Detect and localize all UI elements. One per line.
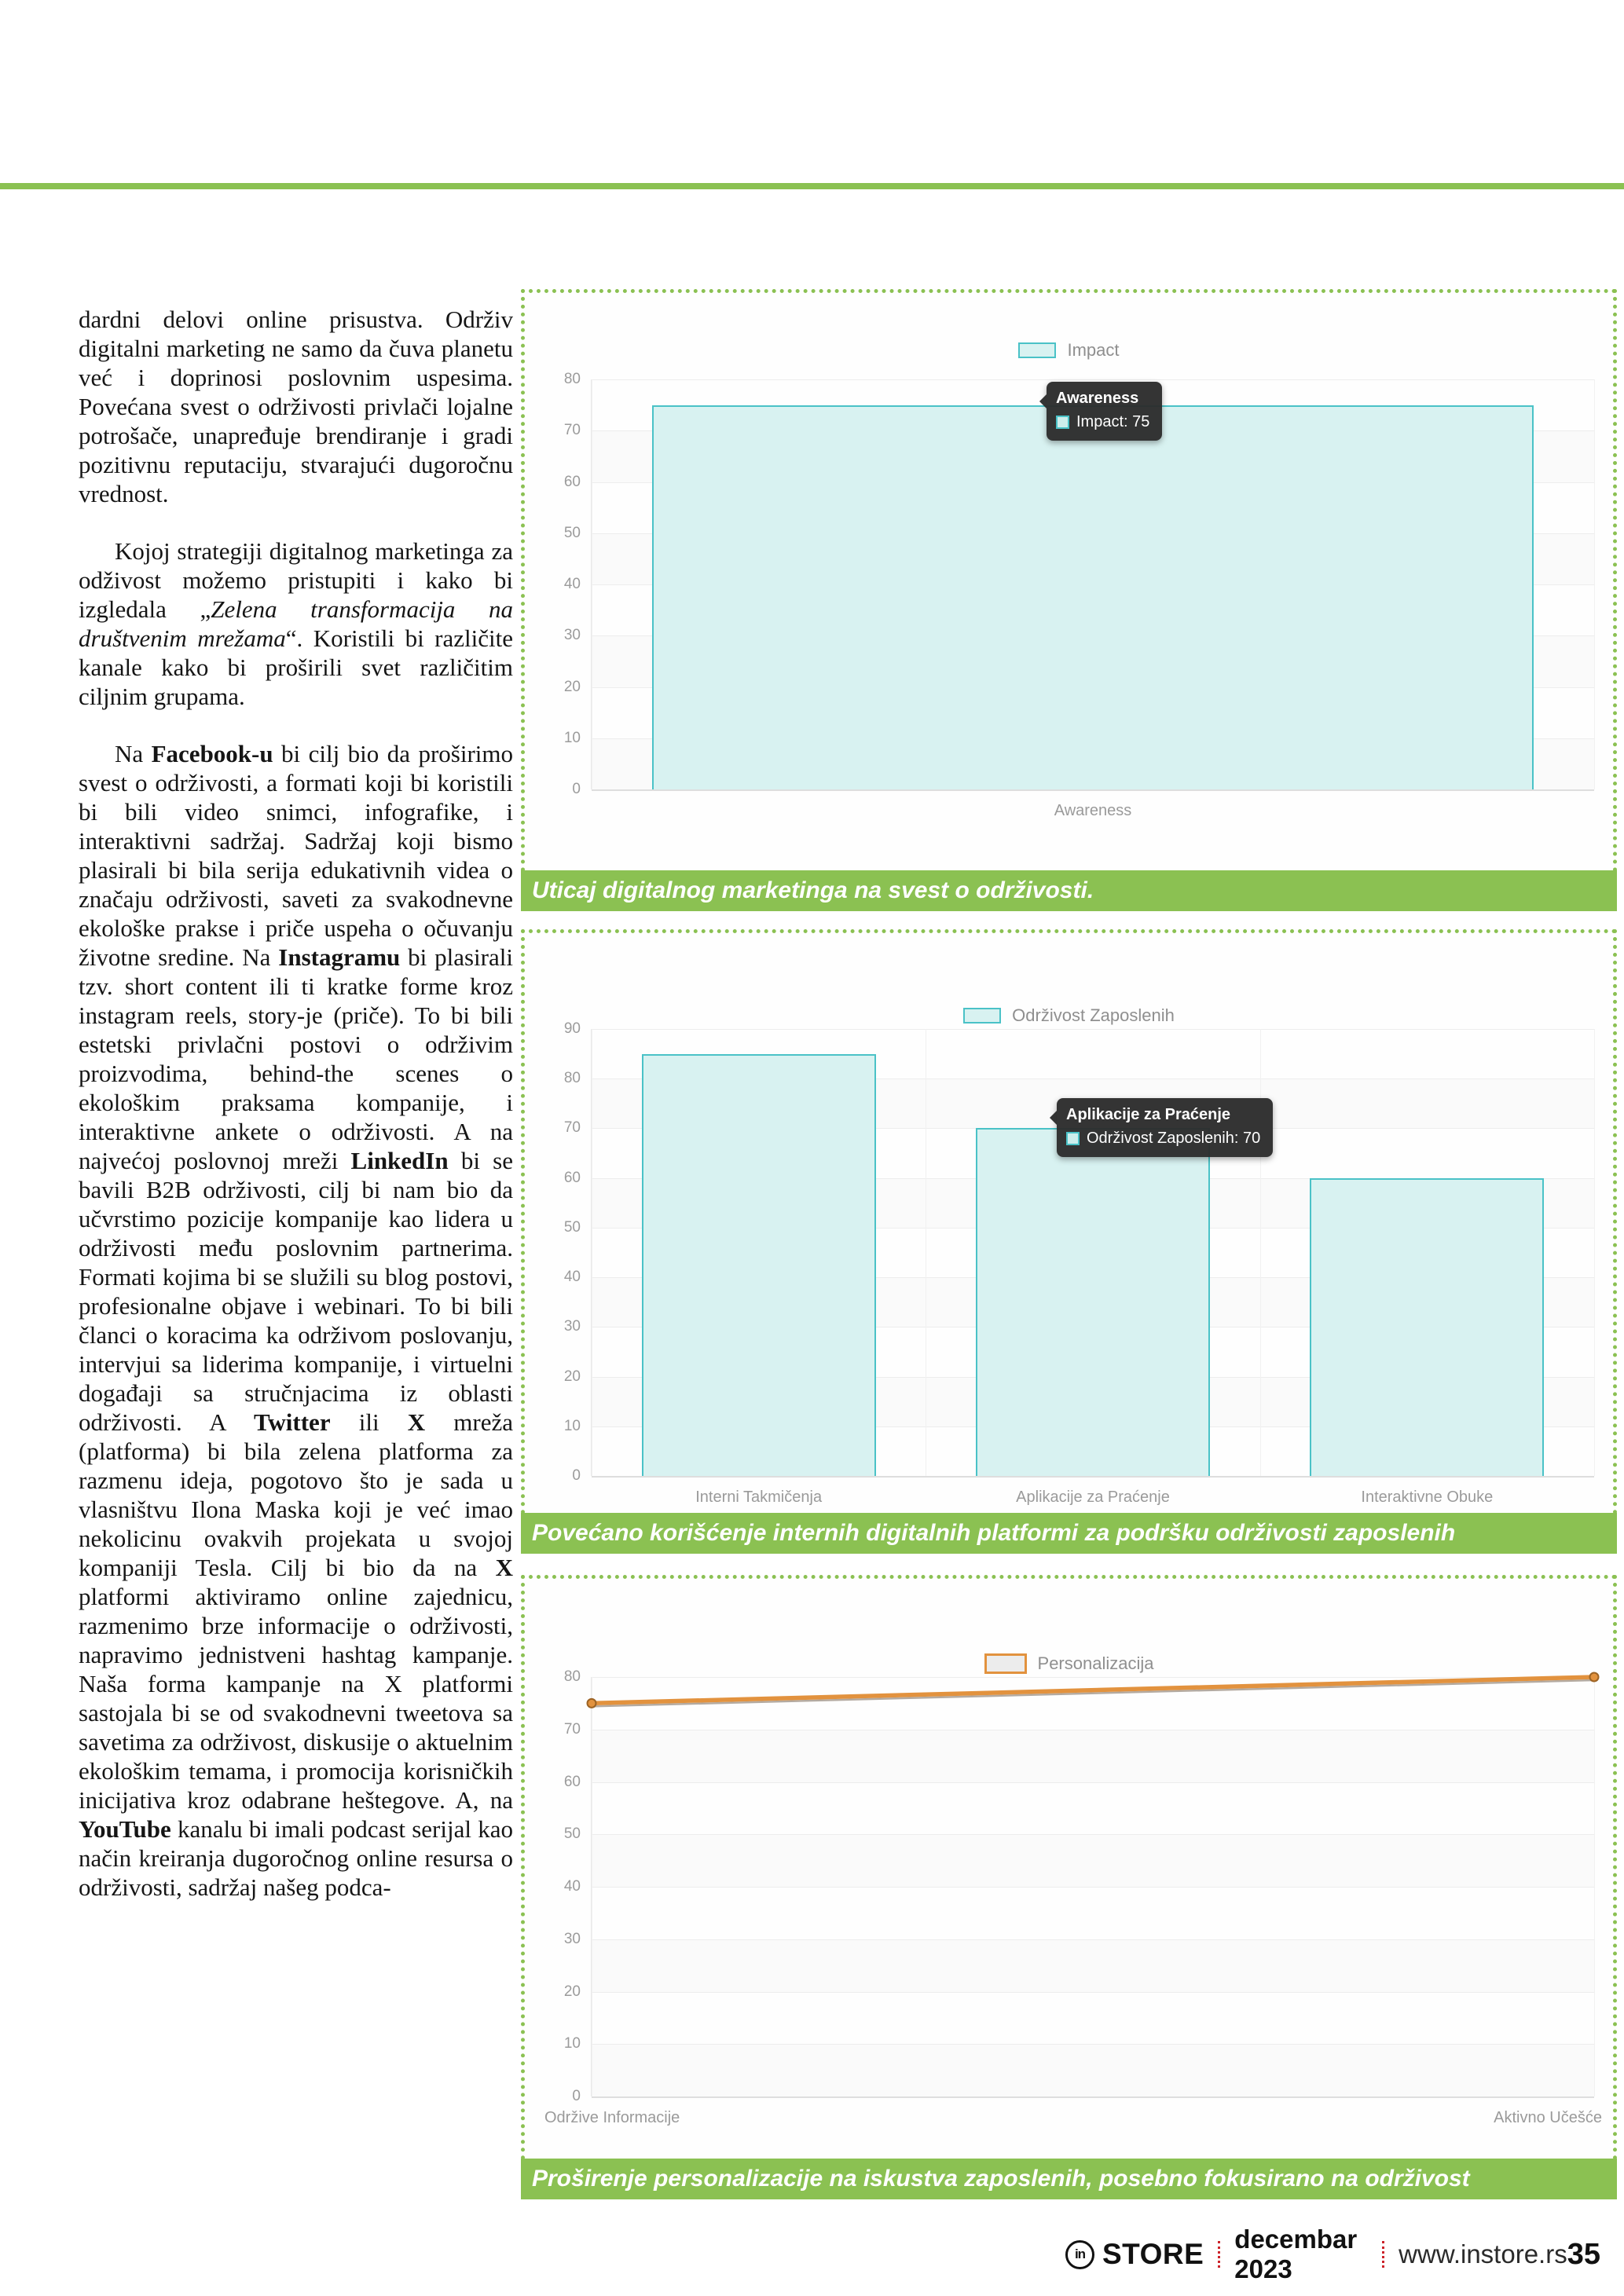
bold-text: YouTube	[79, 1815, 171, 1843]
tooltip-title: Aplikacije za Praćenje	[1066, 1106, 1231, 1123]
y-axis-tick-label: 20	[563, 1368, 581, 1385]
legend-swatch	[963, 1008, 1001, 1023]
y-axis-tick-label: 30	[563, 1318, 581, 1335]
bold-text: Instagramu	[278, 943, 401, 971]
bar-aplikacije-za-praćenje	[976, 1128, 1210, 1476]
tooltip-value-row	[1056, 413, 1149, 431]
chart-tooltip	[1047, 382, 1162, 441]
paragraph	[79, 739, 513, 1902]
x-axis-tick-labels	[544, 2109, 1602, 2127]
bold-text: Twitter	[254, 1408, 331, 1436]
gridline	[592, 2096, 1594, 2098]
y-axis-tick-label: 80	[563, 1668, 581, 1685]
chart-plot-area	[563, 1020, 1594, 1506]
y-axis-tick-label: 50	[563, 1825, 581, 1843]
chart-caption: Uticaj digitalnog marketinga na svest o održivosti.	[521, 870, 1617, 911]
legend-swatch	[984, 1653, 1027, 1674]
issue-date: decembar 2023	[1234, 2225, 1358, 2283]
top-rule	[0, 183, 1624, 189]
y-axis-tick-label: 70	[563, 1119, 581, 1137]
gridline	[592, 379, 1594, 380]
vertical-gridline	[1594, 1029, 1595, 1476]
x-axis-tick-label: Aktivno Učešće	[1494, 2109, 1602, 2126]
chart-card-personalization	[521, 1575, 1617, 2199]
y-axis-tick-label: 0	[572, 1467, 581, 1484]
legend-label: Održivost Zaposlenih	[1012, 1005, 1175, 1025]
chart-tooltip	[1057, 1098, 1273, 1157]
y-axis-tick-label: 0	[572, 2088, 581, 2104]
x-axis-tick-label: Awareness	[1054, 802, 1132, 819]
body-text: bi cilj bio da proširimo svest o održivosti, a formati koji bi koristili bi bili video snimci, infografike, i interaktivni sadržaj. Sadržaj koji bismo plasirali bi bila serija edukativnih videa o značaju održivosti, saveti za svakodnevne ekološke prakse i priče uspeha o očuvanju životne sredine. Na	[79, 740, 513, 971]
footer-separator	[1218, 2241, 1220, 2268]
footer-separator	[1382, 2241, 1384, 2268]
website-url: www.instore.rs	[1399, 2239, 1567, 2269]
tooltip-series-swatch	[1056, 416, 1069, 429]
y-axis-tick-label: 70	[563, 1720, 581, 1738]
y-axis-tick-label: 80	[563, 371, 581, 387]
article-text-column	[79, 305, 513, 1902]
paragraph	[79, 536, 513, 711]
chart-plot-area	[544, 1668, 1602, 2126]
bold-text: LinkedIn	[350, 1147, 449, 1174]
chart-caption: Proširenje personalizacije na iskustva zaposlenih, posebno fokusirano na održivost	[521, 2159, 1617, 2199]
y-axis-tick-label: 60	[563, 1773, 581, 1790]
y-axis-tick-label: 20	[563, 678, 581, 695]
tooltip-value-label: Impact: 75	[1076, 413, 1150, 430]
gridline	[592, 789, 1594, 791]
bar-chart-employee-sustainability	[525, 933, 1613, 1511]
body-text: “. Koristili bi različite kanale kako bi proširili svet različitim ciljnim grupama.	[79, 624, 513, 710]
legend-label: Impact	[1067, 340, 1120, 360]
body-text: bi se bavili B2B održivosti, cilj bi nam bio da učvrstimo pozicije kompanije kao lidera u održivosti među poslovnim partnerima. Formati kojima bi se služili su blog postovi, profesionalne objave i webinari. To bi bili članci o koracima ka održivom poslovanju, intervjui sa liderima kompanije, i virtuelni događaji sa stručnjacima iz oblasti održivosti. A	[79, 1147, 513, 1436]
bar-interaktivne-obuke	[1310, 1178, 1544, 1476]
y-axis-tick-label: 40	[563, 1878, 581, 1895]
paragraph	[79, 305, 513, 508]
y-axis-tick-label: 50	[563, 524, 581, 541]
y-axis-tick-label: 40	[563, 1269, 581, 1286]
body-text: platformi aktiviramo online zajednicu, razmenimo brze informacije o održivosti, napravimo jednistveni hashtag kampanje. Naša forma kampanje na X platformi sastojala bi se od svakodnevni tweetova sa savetima za održivost, diskusije o aktuelnim ekološkim temama, i promocija korisničkih inicijativa kroz odabrane heštegove. A, na	[79, 1583, 513, 1814]
bar-awareness	[652, 405, 1534, 789]
x-axis-tick-label: Interaktivne Obuke	[1361, 1489, 1494, 1506]
y-axis-tick-label: 60	[563, 1169, 581, 1186]
chart-plot-area	[563, 371, 1594, 819]
y-axis-tick-label: 50	[563, 1218, 581, 1236]
tooltip-value-label: Održivost Zaposlenih: 70	[1087, 1130, 1261, 1147]
tooltip-value-row	[1066, 1130, 1260, 1148]
y-axis-tick-label: 40	[563, 576, 581, 592]
bold-text: X	[407, 1408, 426, 1436]
chart-legend	[525, 1653, 1613, 1674]
chart-card-employee-sustainability	[521, 929, 1617, 1554]
body-text: ili	[330, 1408, 408, 1436]
page-number: 35	[1567, 2237, 1600, 2271]
body-text: Kojoj strategiji digitalnog marketinga za odživost možemo pristupiti i kako bi izgledala „	[79, 537, 513, 623]
chart-legend	[525, 340, 1613, 361]
line-chart-personalization	[525, 1579, 1613, 2156]
italic-text: Zelena transformacija na društvenim mrežama	[79, 595, 513, 652]
y-axis-tick-label: 30	[563, 1930, 581, 1947]
body-text: mreža (platforma) bi bila zelena platforma za razmenu ideja, pogotovo što je sada u vlasništvu Ilona Maska koji je već imao nekolicinu ovakvih projekata u svojoj kompaniji Tesla. Cilj bi bio da na	[79, 1408, 514, 1581]
y-axis-tick-label: 20	[563, 1983, 581, 2000]
legend-swatch	[1018, 342, 1056, 358]
vertical-gridline	[1260, 1029, 1261, 1476]
body-text: dardni delovi online prisustva. Održiv digitalni marketing ne samo da čuva planetu već i doprinosi poslovnim uspesima. Povećana svest o održivosti privlači lojalne potrošače, unapređuje brendiranje i gradi pozitivnu reputaciju, stvarajući dugoročnu vrednost.	[79, 306, 513, 507]
magazine-name: STORE	[1102, 2238, 1204, 2270]
x-axis-tick-label: Interni Takmičenja	[695, 1489, 823, 1506]
y-axis-tick-label: 0	[572, 781, 581, 797]
x-axis-tick-label: Održive Informacije	[544, 2109, 680, 2126]
body-text: bi plasirali tzv. short content ili ti kratke forme kroz instagram reels, story-je (priče). To bi bili estetski privlačni postovi o održivim proizvodima, behind-the scenes o ekološkim praksama kompanije, i interaktivne ankete o održivosti. A na najvećoj poslovnoj mreži	[79, 943, 513, 1174]
bar-interni-takmičenja	[642, 1054, 876, 1476]
vertical-gridline	[1594, 1677, 1595, 2096]
body-text: Na	[115, 740, 152, 767]
gridline	[592, 1476, 1594, 1478]
bold-text: X	[495, 1554, 513, 1581]
legend-label: Personalizacija	[1037, 1653, 1154, 1673]
y-axis-tick-label: 10	[563, 2035, 581, 2052]
y-axis-tick-label: 30	[563, 627, 581, 644]
chart-legend	[525, 1005, 1613, 1026]
chart-card-impact	[521, 289, 1617, 911]
line-series-personalizacija	[592, 1677, 1594, 2096]
y-axis-tick-label: 10	[563, 1417, 581, 1434]
chart-caption: Povećano korišćenje internih digitalnih platformi za podršku održivosti zaposlenih	[521, 1513, 1617, 1554]
body-text: kanalu bi imali podcast serijal kao način kreiranja dugoročnog online resursa o održivosti, sadržaj našeg podca-	[79, 1815, 513, 1901]
instore-logo-icon: in	[1065, 2240, 1094, 2269]
page-footer	[1065, 2225, 1600, 2283]
y-axis-tick-label: 10	[563, 729, 581, 746]
tooltip-title: Awareness	[1056, 390, 1139, 407]
bold-text: Facebook-u	[151, 740, 273, 767]
y-axis-tick-label: 80	[563, 1070, 581, 1087]
y-axis-tick-label: 70	[563, 422, 581, 439]
y-axis-tick-label: 90	[563, 1020, 581, 1037]
x-axis-tick-label: Aplikacije za Praćenje	[1016, 1489, 1170, 1506]
bar-chart-impact	[525, 293, 1613, 868]
gridline	[592, 1029, 1594, 1030]
tooltip-series-swatch	[1066, 1132, 1080, 1145]
vertical-gridline	[1594, 379, 1595, 789]
y-axis-tick-label: 60	[563, 473, 581, 490]
